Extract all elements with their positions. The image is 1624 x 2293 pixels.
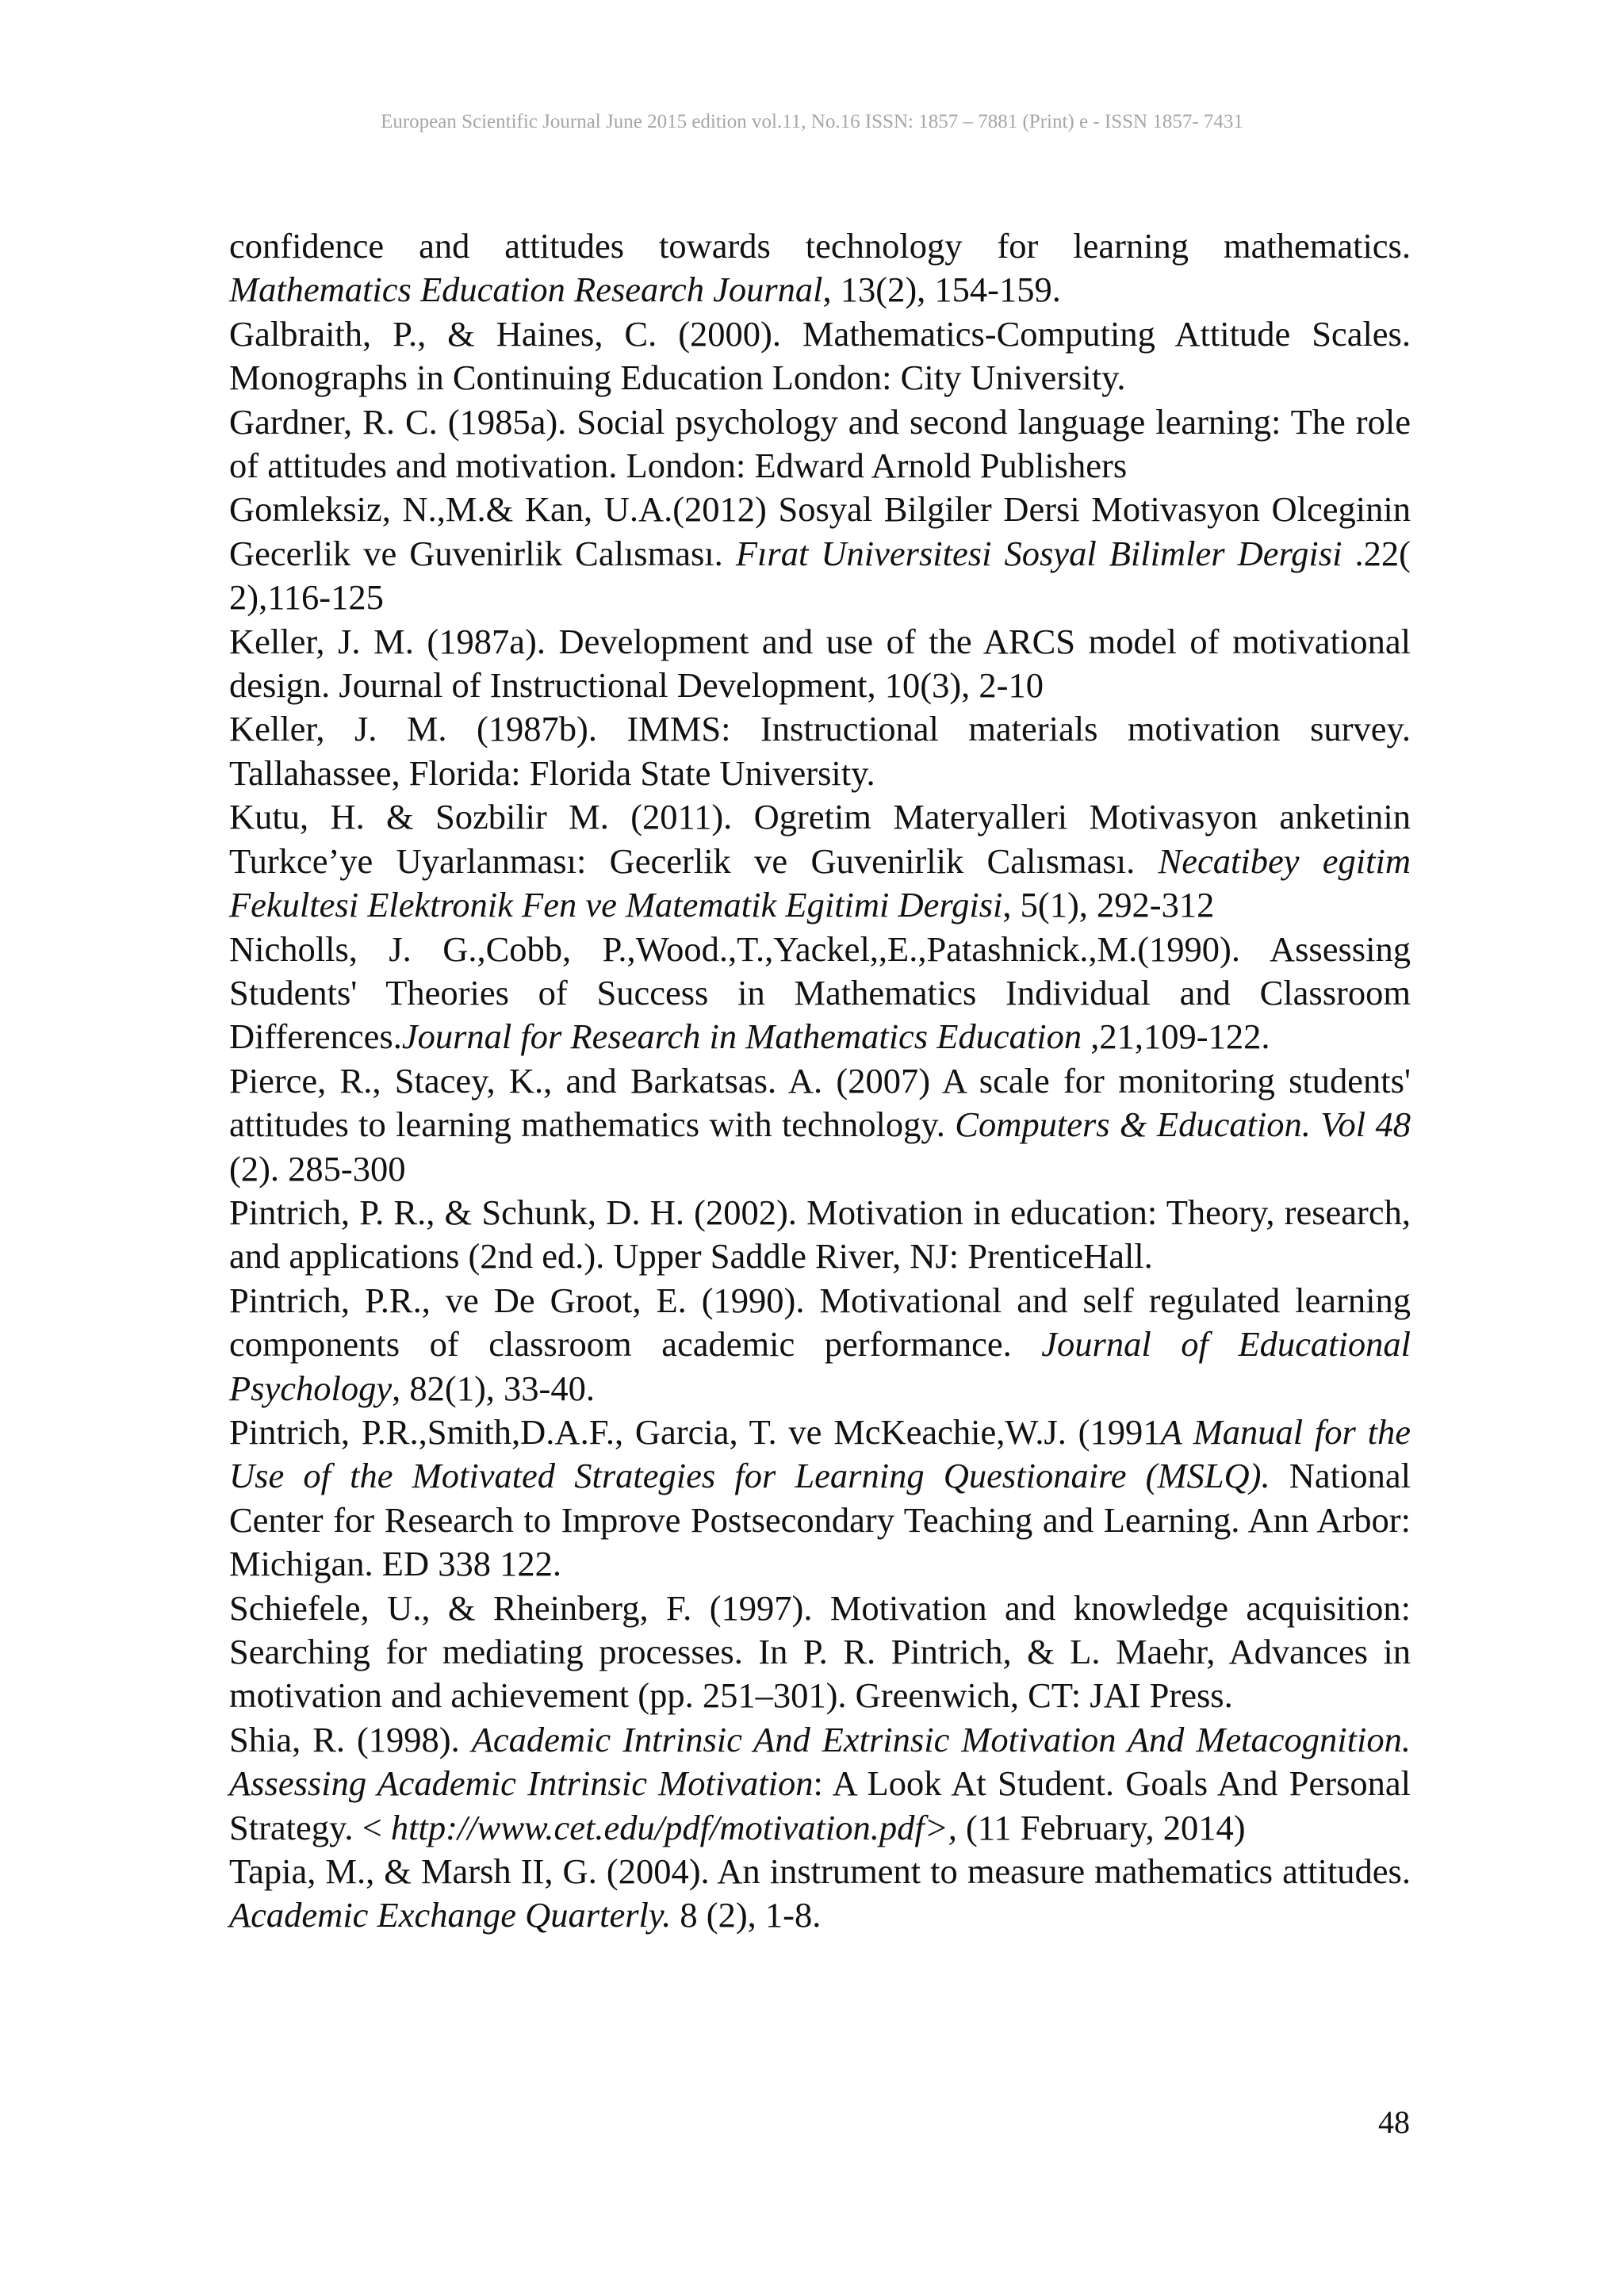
reference-text: , 82(1), 33-40. xyxy=(392,1368,595,1408)
reference-entry xyxy=(229,400,1411,488)
reference-italic-text: Necatibey egitim Fekultesi Elektronik Fen ve Matematik Egitimi Dergisi xyxy=(229,840,1411,925)
reference-text: Pintrich, P.R.,Smith,D.A.F., Garcia, T. ve McKeachie,W.J. (1991 xyxy=(229,1411,1161,1452)
reference-entry xyxy=(229,1850,1411,1938)
reference-text: Kutu, H. & Sozbilir M. (2011). Ogretim Materyalleri Motivasyon anketinin Turkce’ye Uyarlanması: Gecerlik ve Guvenirlik Calısması. xyxy=(229,797,1411,881)
reference-text: Gardner, R. C. (1985a). Social psychology and second language learning: The role of attitudes and motivation. London: Edward Arnold Publishers xyxy=(229,401,1411,486)
reference-italic-text: A Manual for the Use of the Motivated Strategies for Learning Questionaire (MSLQ). xyxy=(229,1411,1411,1496)
reference-text: Keller, J. M. (1987a). Development and use of the ARCS model of motivational design. Journal of Instructional Development, 10(3), 2-10 xyxy=(229,621,1411,706)
reference-entry xyxy=(229,620,1411,708)
reference-text: (2). 285-300 xyxy=(229,1148,406,1189)
reference-entry xyxy=(229,1411,1411,1587)
reference-text: Nicholls, J. G.,Cobb, P.,Wood.,T.,Yackel,,E.,Patashnick.,M.(1990). Assessing Students' Theories of Success in Mathematics Individual and Classroom Differences. xyxy=(229,928,1411,1057)
reference-entry xyxy=(229,488,1411,619)
reference-entry xyxy=(229,1718,1411,1850)
reference-text: Galbraith, P., & Haines, C. (2000). Mathematics-Computing Attitude Scales. Monographs in Continuing Education London: City University. xyxy=(229,313,1411,398)
reference-text: 8 (2), 1-8. xyxy=(671,1895,822,1935)
page-number: 48 xyxy=(1378,2104,1410,2140)
reference-text: Schiefele, U., & Rheinberg, F. (1997). Motivation and knowledge acquisition: Searching for mediating processes. In P. R. Pintrich, & L. Maehr, Advances in motivation and achievement (pp. 251–301). Greenwich, CT: JAI Press. xyxy=(229,1587,1411,1716)
reference-text: ,21,109-122. xyxy=(1082,1016,1270,1057)
reference-entry xyxy=(229,1059,1411,1191)
reference-italic-text: Academic Intrinsic And Extrinsic Motivation And Metacognition. Assessing Academic Intrinsic Motivation xyxy=(229,1719,1411,1804)
reference-text: : A Look At Student. Goals And Personal Strategy. < xyxy=(229,1763,1411,1847)
reference-italic-text: Computers & Education. Vol 48 xyxy=(955,1104,1411,1145)
reference-entry xyxy=(229,1279,1411,1411)
reference-entry xyxy=(229,1191,1411,1279)
reference-text: Keller, J. M. (1987b). IMMS: Instructional materials motivation survey. Tallahassee, Florida: Florida State University. xyxy=(229,709,1411,793)
reference-text: Pintrich, P. R., & Schunk, D. H. (2002). Motivation in education: Theory, research, and applications (2nd ed.). Upper Saddle River, NJ: PrenticeHall. xyxy=(229,1192,1411,1277)
reference-text: , 13(2), 154-159. xyxy=(822,270,1061,310)
reference-text: (11 February, 2014) xyxy=(956,1807,1246,1847)
reference-italic-text: Journal for Research in Mathematics Education xyxy=(401,1016,1082,1057)
reference-entry xyxy=(229,1587,1411,1718)
reference-italic-text: http://www.cet.edu/pdf/motivation.pdf>, xyxy=(390,1807,957,1847)
reference-list xyxy=(229,224,1411,1938)
reference-text: National Center for Research to Improve Postsecondary Teaching and Learning. Ann Arbor: Michigan. ED 338 122. xyxy=(229,1456,1411,1584)
reference-text: Gomleksiz, N.,M.& Kan, U.A.(2012) Sosyal Bilgiler Dersi Motivasyon Olceginin Gecerlik ve Guvenirlik Calısması. xyxy=(229,489,1411,573)
reference-text: Pierce, R., Stacey, K., and Barkatsas. A. (2007) A scale for monitoring students' attitudes to learning mathematics with technology. xyxy=(229,1060,1411,1145)
reference-entry xyxy=(229,224,1411,312)
reference-italic-text: Mathematics Education Research Journal xyxy=(229,270,823,310)
reference-text: confidence and attitudes towards technology for learning mathematics. xyxy=(229,226,1411,266)
reference-text: Pintrich, P.R., ve De Groot, E. (1990). Motivational and self regulated learning components of classroom academic performance. xyxy=(229,1280,1411,1365)
reference-italic-text: Academic Exchange Quarterly. xyxy=(229,1895,672,1935)
reference-entry xyxy=(229,707,1411,795)
reference-text: Tapia, M., & Marsh II, G. (2004). An instrument to measure mathematics attitudes. xyxy=(229,1851,1411,1892)
reference-text: .22( 2),116-125 xyxy=(229,533,1411,618)
reference-text: Shia, R. (1998). xyxy=(229,1719,472,1759)
reference-italic-text: Journal of Educational Psychology xyxy=(229,1324,1411,1408)
reference-entry xyxy=(229,928,1411,1059)
running-header: European Scientific Journal June 2015 edition vol.11, No.16 ISSN: 1857 – 7881 (Print) e - ISSN 1857- 7431 xyxy=(381,111,1243,132)
reference-entry xyxy=(229,312,1411,400)
reference-text: , 5(1), 292-312 xyxy=(1002,885,1215,925)
reference-italic-text: Fırat Universitesi Sosyal Bilimler Dergisi xyxy=(735,533,1342,573)
reference-entry xyxy=(229,795,1411,927)
